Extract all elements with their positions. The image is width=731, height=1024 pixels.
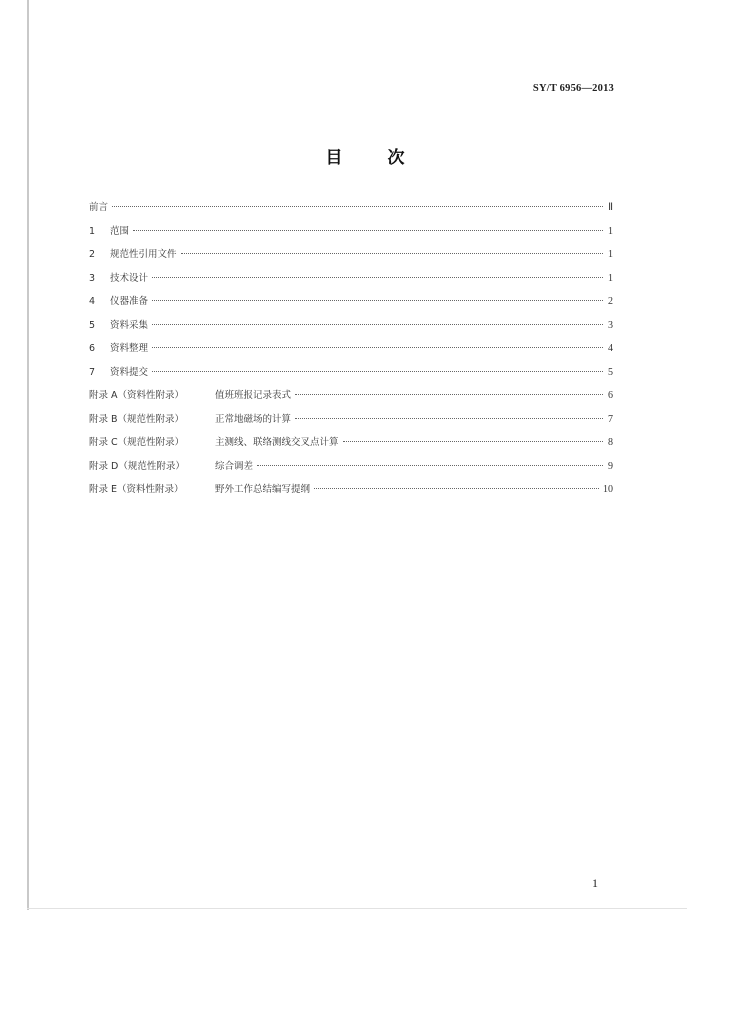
dot-leader <box>152 347 603 348</box>
toc-appendix-tag: 附录 D（规范性附录） <box>89 460 185 472</box>
toc-entry-label: 仪器准备 <box>110 296 149 307</box>
toc-title <box>0 143 731 168</box>
toc-entry-label: 规范性引用文件 <box>110 249 177 260</box>
toc-entry-label: 资料采集 <box>110 319 149 331</box>
dot-leader <box>181 253 603 254</box>
page-bottom-edge <box>27 908 687 909</box>
toc-appendix-tag: 附录 C（规范性附录） <box>89 437 185 448</box>
toc-entry-page: 1 <box>608 272 613 284</box>
dot-leader <box>295 418 603 419</box>
toc-entry-label: 野外工作总结编写提纲 <box>215 484 311 495</box>
toc-entry-appendix-d[interactable] <box>89 458 613 482</box>
toc-entry-page: 2 <box>608 296 613 307</box>
toc-entry-page: 1 <box>608 249 613 260</box>
toc-appendix-tag: 附录 E（资料性附录） <box>89 484 184 495</box>
toc-entry-6[interactable] <box>89 340 613 364</box>
toc-entry-page: 9 <box>608 460 613 472</box>
dot-leader <box>152 371 603 372</box>
toc-entry-label: 主测线、联络测线交叉点计算 <box>215 437 339 448</box>
toc-entry-appendix-a[interactable] <box>89 387 613 411</box>
toc-entry-number: 5 <box>89 319 96 331</box>
toc-entry-page: 4 <box>608 343 613 354</box>
toc-entry-label: 范围 <box>110 225 130 237</box>
standard-code: SY/T 6956—2013 <box>532 83 614 94</box>
toc-entry-label: 综合调差 <box>215 460 254 472</box>
toc-entry-7[interactable] <box>89 364 613 388</box>
toc-entry-appendix-b[interactable] <box>89 411 613 435</box>
toc-title-part2: 次 <box>387 148 406 168</box>
toc-entry-label: 资料提交 <box>110 366 149 378</box>
toc-entry-2[interactable] <box>89 246 613 270</box>
toc-entry-label: 资料整理 <box>110 343 149 354</box>
dot-leader <box>295 394 603 395</box>
toc-entry-5[interactable] <box>89 317 613 341</box>
toc-entry-page: 7 <box>608 413 613 425</box>
toc-entry-1[interactable] <box>89 223 613 247</box>
toc-entry-page: 1 <box>608 225 613 237</box>
dot-leader <box>343 441 603 442</box>
toc-entry-4[interactable] <box>89 293 613 317</box>
toc-title-part1: 目 <box>325 148 344 168</box>
toc-entry-label: 正常地磁场的计算 <box>215 413 292 425</box>
toc-entry-label: 值班班报记录表式 <box>215 390 292 401</box>
toc-entry-number: 7 <box>89 366 96 378</box>
toc-entry-appendix-c[interactable] <box>89 434 613 458</box>
page-binding-edge <box>27 0 29 910</box>
toc-entry-page: 6 <box>608 390 613 401</box>
toc-entry-3[interactable] <box>89 270 613 294</box>
toc-entry-number: 6 <box>89 343 96 354</box>
toc-entry-page: 3 <box>608 319 613 331</box>
toc-entry-page: 5 <box>608 366 613 378</box>
dot-leader <box>152 277 603 278</box>
toc-entry-number: 4 <box>89 296 96 307</box>
toc-appendix-tag: 附录 B（规范性附录） <box>89 413 185 425</box>
toc-entry-number: 2 <box>89 249 96 260</box>
dot-leader <box>133 230 603 231</box>
dot-leader <box>152 324 603 325</box>
toc-entry-number: 3 <box>89 272 96 284</box>
page-number: 1 <box>592 876 598 890</box>
table-of-contents <box>89 199 613 505</box>
toc-entry-number: 1 <box>89 225 96 237</box>
toc-entry-page: 10 <box>603 484 613 495</box>
dot-leader <box>112 206 603 207</box>
toc-entry-label: 技术设计 <box>110 272 149 284</box>
toc-appendix-tag: 附录 A（资料性附录） <box>89 390 185 401</box>
dot-leader <box>257 465 603 466</box>
toc-entry-foreword[interactable] <box>89 199 613 223</box>
toc-entry-page: 8 <box>608 437 613 448</box>
toc-entry-page: Ⅱ <box>608 202 613 213</box>
toc-entry-label: 前言 <box>89 202 109 213</box>
toc-entry-appendix-e[interactable] <box>89 481 613 505</box>
dot-leader <box>152 300 603 301</box>
dot-leader <box>314 488 599 489</box>
